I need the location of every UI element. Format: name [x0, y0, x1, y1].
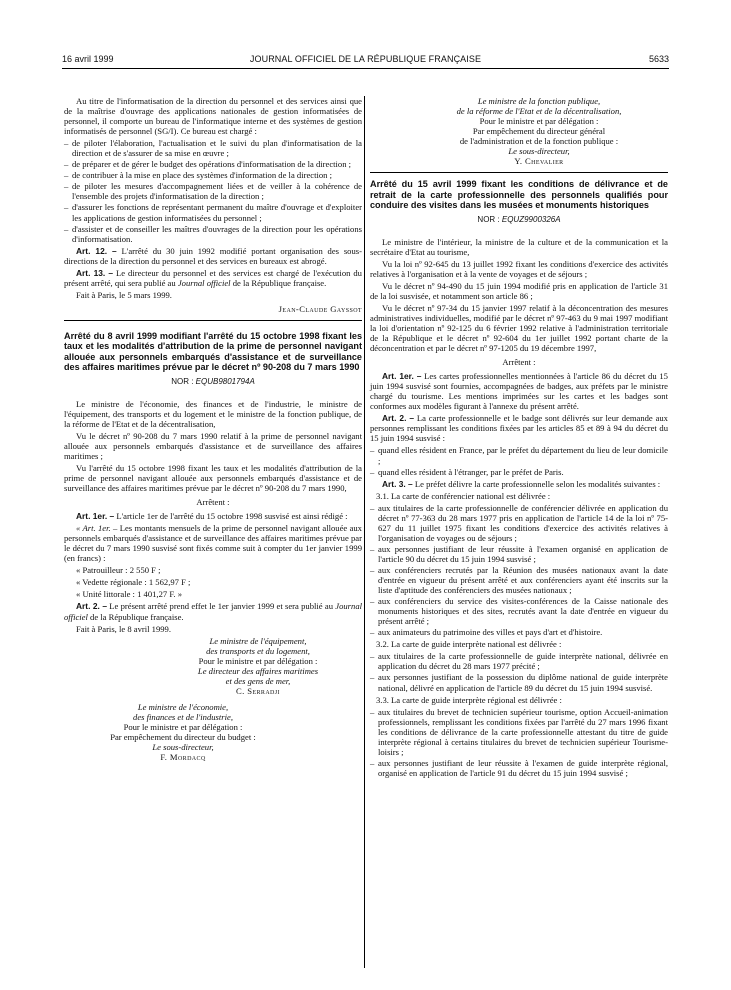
- article-label: Art. 2. –: [76, 601, 107, 612]
- article-text: Les cartes professionnelles mentionnées à l'article 86 du décret du 15 juin 1994 susvisé sont fournies, accompagnées de badges, aux préfets par le ministre chargé du tourisme. Les mentions imprimées sur les cartes et les badges sont conformes aux modèles figurant à l'annexe du présent arrêté.: [370, 371, 668, 412]
- signature-name: F. Mordacq: [160, 752, 206, 763]
- article-text: L'article 1er de l'arrêté du 15 octobre 1998 susvisé est ainsi rédigé :: [114, 511, 348, 522]
- article-label: Art. 1er. –: [76, 511, 115, 522]
- column-divider: [364, 96, 365, 968]
- signature-line: Le ministre de l'équipement,: [209, 635, 307, 646]
- paragraph: Vu le décret nº 94-490 du 15 juin 1994 modifié pris en application de l'article 31 de la loi susvisée, et notamment son article 86 ;: [370, 280, 668, 301]
- nor-reference: [64, 377, 362, 387]
- article-label: Art. 12. –: [76, 245, 117, 256]
- right-column: [370, 96, 668, 780]
- paragraph: Vu l'arrêté du 15 octobre 1998 fixant les taux et les modalités d'attribution de la prime de personnel navigant allouée aux personnels embarqués d'assistance et de surveillance des affaires maritimes prévue par le décret nº 90-208 du 7 mars 1990,: [64, 462, 362, 493]
- article-text: de la République française.: [230, 277, 327, 288]
- amount-line: « Patrouilleur : 2 550 F ;: [76, 565, 161, 576]
- duty-list: [64, 138, 362, 243]
- subsection-heading: 3.3. La carte de guide interprète régional est délivrée :: [376, 694, 562, 705]
- arretent: Arrêtent :: [502, 357, 536, 368]
- article-label: Art. 1er. –: [382, 371, 422, 382]
- nor-reference: [370, 215, 668, 225]
- article-label: Art. 3. –: [382, 478, 413, 489]
- article-12: [64, 246, 362, 266]
- article-text: Le directeur du personnel et des services est chargé de l'exécution du présent arrêté, qui sera publié au: [64, 267, 362, 288]
- section-rule: [370, 172, 668, 173]
- paragraph: Le ministre de l'économie, des finances et de l'industrie, le ministre de l'équipement, des transports et du logement et le ministre de la fonction publique, de la réforme de l'Etat et de la décentralisation,: [64, 398, 362, 429]
- nor-label: NOR :: [171, 376, 196, 386]
- guide-national-list: [370, 651, 668, 692]
- paragraph: Vu la loi nº 92-645 du 13 juillet 1992 fixant les conditions d'exercice des activités relatives à l'organisation et à la vente de voyages et de séjours ;: [370, 258, 668, 279]
- article-13: [64, 268, 362, 288]
- list-item: – aux personnes justifiant de la possession du diplôme national de guide interprète national, délivré en application de l'article 89 du décret du 15 juin 1994 susvisé.: [370, 672, 668, 692]
- decree-title: Arrêté du 8 avril 1999 modifiant l'arrêté du 15 octobre 1998 fixant les taux et les modalités d'attribution de la prime de personnel navigant allouée aux personnels embarqués d'assistance et de surveillance des affaires maritimes prévue par le décret nº 90-208 du 7 mars 1990: [64, 330, 362, 373]
- signature-line: de la réforme de l'Etat et de la décentralisation,: [456, 106, 622, 117]
- residence-list: [370, 445, 668, 476]
- paragraph: Vu le décret nº 90-208 du 7 mars 1990 relatif à la prime de personnel navigant allouée aux personnels embarqués d'assistance et de surveillance des affaires maritimes ;: [64, 430, 362, 461]
- article-2: [64, 601, 362, 621]
- signature-block-equipement: [154, 636, 362, 696]
- signature-line: et des gens de mer,: [225, 675, 291, 686]
- date-place: Fait à Paris, le 8 avril 1999.: [76, 623, 171, 634]
- list-item: – aux titulaires de la carte professionnelle de conférencier délivrée en application du décret nº 77-363 du 28 mars 1977 pris en application de l'article 14 de la loi nº 75-627 du 11 juillet 1975 fixant les conditions d'exercice des activités relatives à l'organisation de voyages ou de séjours ;: [370, 503, 668, 543]
- left-column: [64, 96, 362, 768]
- signature-line: Pour le ministre et par délégation :: [198, 655, 318, 666]
- list-item: – aux conférenciers du service des visites-conférences de la Caisse nationale des monuments historiques et des sites, recrutés avant la date d'entrée en vigueur du présent arrêté ;: [370, 596, 668, 626]
- signature-line: Le sous-directeur,: [152, 742, 214, 753]
- article-text: Le préfet délivre la carte professionnelle selon les modalités suivantes :: [412, 478, 661, 489]
- article-label: Art. 13. –: [76, 267, 114, 278]
- nor-label: NOR :: [477, 214, 502, 224]
- article-text-italic: Journal officiel: [64, 601, 362, 622]
- list-item: – quand elles résident en France, par le préfet du département du lieu de leur domicile ;: [370, 445, 668, 465]
- paragraph: Le ministre de l'intérieur, la ministre de la culture et de la communication et la secrétaire d'Etat au tourisme,: [370, 236, 668, 257]
- paragraph: Au titre de l'informatisation de la direction du personnel et des services ainsi que de la maîtrise d'ouvrage des applications nationales de gestion informatisées de personnel, il comporte un bureau de l'informatique interne et des systèmes de gestion informatisés de personnel (SG/I). Ce bureau est chargé :: [64, 96, 362, 137]
- list-item: – de préparer et de gérer le budget des opérations d'informatisation de la direction ;: [64, 159, 362, 169]
- subsection-heading: 3.1. La carte de conférencier national est délivrée :: [376, 490, 551, 501]
- signature-name: Y. Chevalier: [514, 156, 564, 167]
- article-text: L'arrêté du 30 juin 1992 modifié portant organisation des sous-directions de la direction du personnel et des services en bureaux est abrogé.: [64, 245, 362, 266]
- article-3: [370, 479, 668, 489]
- signature-line: Par empêchement du directeur du budget :: [110, 732, 256, 743]
- list-item: – de piloter les mesures d'accompagnement liées et de veiller à la cohérence de l'ensemble des projets d'informatisation de la direction ;: [64, 181, 362, 201]
- amount-line: « Vedette régionale : 1 562,97 F ;: [76, 577, 191, 588]
- list-item: – de piloter l'élaboration, l'actualisation et le suivi du plan d'informatisation de la direction et de s'assurer de sa mise en œuvre ;: [64, 138, 362, 158]
- signature-line: de l'administration et de la fonction publique :: [459, 136, 619, 147]
- list-item: – de contribuer à la mise en place des systèmes d'information de la direction ;: [64, 170, 362, 180]
- signature-block-economie: [64, 702, 302, 762]
- header-page-number: 5633: [648, 54, 669, 64]
- guide-regional-list: [370, 707, 668, 778]
- article-text: de la République française.: [87, 611, 184, 622]
- article-label: Art. 2. –: [382, 413, 415, 424]
- quote-label: « Art. 1er. –: [76, 523, 118, 534]
- article-1: [370, 371, 668, 411]
- list-item: – d'assister et de conseiller les maîtres d'ouvrages de la direction pour les opérations d'informatisation.: [64, 224, 362, 244]
- article-text: Le présent arrêté prend effet le 1er janvier 1999 et sera publié au: [106, 601, 336, 612]
- header-date: 16 avril 1999: [62, 54, 114, 64]
- quote-text: Les montants mensuels de la prime de personnel navigant allouée aux personnels embarqués d'assistance et de surveillance des affaires maritimes prévue par le décret du 7 mars 1990 susvisé sont fixés comme suit à compter du 1er janvier 1999 (en francs) :: [64, 523, 362, 564]
- conferencier-list: [370, 503, 668, 638]
- article-text: La carte professionnelle et le badge sont délivrés sur leur demande aux personnes remplissant les conditions fixées par les articles 85 et 89 à 94 du décret du 15 juin 1994 susvisé :: [370, 413, 668, 444]
- article-2: [370, 413, 668, 443]
- article-1: [64, 511, 362, 521]
- list-item: – d'assurer les fonctions de représentant permanent du maître d'ouvrage et d'exploiter les applications de gestion informatisées du personnel ;: [64, 202, 362, 222]
- paragraph: Vu le décret nº 97-34 du 15 janvier 1997 relatif à la déconcentration des mesures administratives individuelles, modifié par le décret nº 97-463 du 9 mai 1997 modifiant la loi d'orientation nº 92-125 du 6 février 1992 relative à l'administration territoriale de la République et le décret nº 92-604 du 1er juillet 1992 portant charte de la déconcentration et par le décret nº 97-1205 du 19 décembre 1997,: [370, 302, 668, 354]
- section-rule: [64, 320, 362, 321]
- date-place: Fait à Paris, le 5 mars 1999.: [76, 289, 172, 300]
- arretent: Arrêtent :: [196, 497, 230, 508]
- quoted-article: [64, 523, 362, 563]
- signature-line: Pour le ministre et par délégation :: [123, 721, 243, 732]
- list-item: – aux animateurs du patrimoine des villes et pays d'art et d'histoire.: [370, 627, 668, 637]
- signature-line: Le sous-directeur,: [508, 146, 570, 157]
- signature-line: Le directeur des affaires maritimes: [197, 665, 319, 676]
- subsection-heading: 3.2. La carte de guide interprète national est délivrée :: [376, 639, 562, 650]
- signature-line: Le ministre de la fonction publique,: [477, 96, 601, 106]
- page-header: [62, 54, 669, 68]
- decree-title: Arrêté du 15 avril 1999 fixant les conditions de délivrance et de retrait de la carte professionnelle des personnels qualifiés pour conduire des visites dans les musées et monuments historiques: [370, 179, 668, 211]
- header-journal-title: JOURNAL OFFICIEL DE LA RÉPUBLIQUE FRANÇAISE: [249, 54, 482, 64]
- signature-line: Le ministre de l'économie,: [137, 701, 229, 712]
- list-item: – quand elles résident à l'étranger, par le préfet de Paris.: [370, 467, 668, 477]
- article-text-italic: Journal officiel: [177, 277, 231, 288]
- list-item: – aux titulaires du brevet de technicien supérieur tourisme, option Accueil-animation professionnels, remplissant les conditions fixées par l'arrêté du 27 mars 1996 fixant les conditions de délivrance de la carte professionnelle attestant du titre de guide interprète régional à certains titulaires du brevet de technicien supérieur Tourisme-loisirs ;: [370, 707, 668, 757]
- signature-line: Par empêchement du directeur général: [472, 126, 606, 137]
- nor-code: EQUB9801794A: [195, 376, 255, 386]
- list-item: – aux personnes justifiant de leur réussite à l'examen de guide interprète régional, organisé en application de l'article 91 du décret du 15 juin 1994 susvisé ;: [370, 758, 668, 778]
- signature-line: Pour le ministre et par délégation :: [479, 116, 599, 127]
- list-item: – aux titulaires de la carte professionnelle de guide interprète national, délivrée en application du décret du 28 mars 1977 précité ;: [370, 651, 668, 671]
- signature-line: des finances et de l'industrie,: [133, 711, 233, 722]
- signature-name: C. Serradji: [236, 685, 280, 696]
- signature-line: des transports et du logement,: [206, 645, 310, 656]
- signature: Jean-Claude Gayssot: [278, 303, 362, 314]
- header-rule: [62, 68, 669, 69]
- list-item: – aux conférenciers recrutés par la Réunion des musées nationaux avant la date d'entrée en vigueur du présent arrêté et aux conférenciers ayant été inscrits sur la liste d'aptitude des conférenciers des musées nationaux ;: [370, 565, 668, 595]
- signature-block-fonction-publique: [410, 96, 668, 166]
- list-item: – aux personnes justifiant de leur réussite à l'examen organisé en application de l'article 90 du décret du 15 juin 1994 susvisé ;: [370, 544, 668, 564]
- nor-code: EQUZ9900326A: [501, 214, 561, 224]
- amount-line: « Unité littorale : 1 401,27 F. »: [76, 589, 183, 600]
